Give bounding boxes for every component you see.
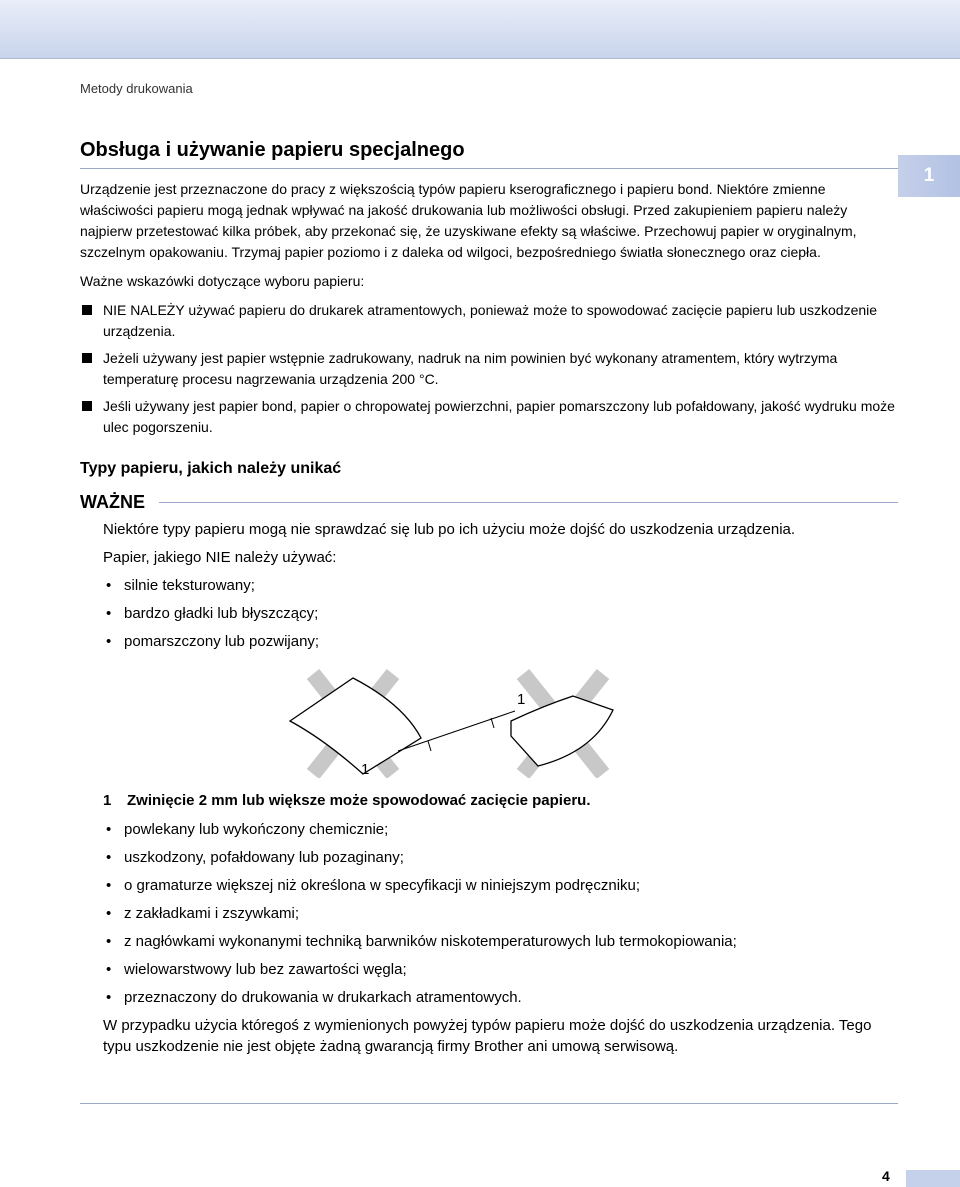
list-item: • bardzo gładki lub błyszczący; <box>106 605 319 622</box>
section-title: Obsługa i używanie papieru specjalnego <box>80 139 465 161</box>
dot-bullet-icon: • <box>106 877 112 894</box>
list-item: • silnie teksturowany; <box>106 577 255 594</box>
title-rule <box>80 168 898 169</box>
list-item: Jeśli używany jest papier bond, papier o chropowatej powierzchni, papier pomarszczony lub pofałdowany, jakość wydruku może ulec pogorszeniu. <box>80 396 898 438</box>
dot-bullet-icon: • <box>106 905 112 922</box>
list-item: • wielowarstwowy lub bez zawartości węgla; <box>106 961 407 978</box>
left-curled-sheet <box>290 678 421 774</box>
list-item: NIE NALEŻY używać papieru do drukarek atramentowych, ponieważ może to spowodować zacięcie papieru lub uszkodzenie urządzenia. <box>80 300 898 342</box>
square-bullet-icon <box>82 353 92 363</box>
important-bottom-rule <box>80 1103 898 1104</box>
tips-title: Ważne wskazówki dotyczące wyboru papieru: <box>80 273 365 289</box>
list-item: Jeżeli używany jest papier wstępnie zadrukowany, nadruk na nim powinien być wykonany atramentem, który wytrzyma temperaturę procesu nagrzewania urządzenia 200 °C. <box>80 348 898 390</box>
list-item: • przeznaczony do drukowania w drukarkach atramentowych. <box>106 989 522 1006</box>
dot-bullet-icon: • <box>106 933 112 950</box>
avoid-title: Papier, jakiego NIE należy używać: <box>103 549 337 566</box>
dot-bullet-icon: • <box>106 605 112 622</box>
dot-bullet-icon: • <box>106 849 112 866</box>
list-item: • pomarszczony lub pozwijany; <box>106 633 320 650</box>
list-item: • powlekany lub wykończony chemicznie; <box>106 821 389 838</box>
closing-paragraph: W przypadku użycia któregoś z wymienionych powyżej typów papieru może dojść do uszkodzenia urządzenia. Tego typu uszkodzenie nie jest objęte żadną gwarancją firmy Brother ani umową serwisową. <box>103 1017 872 1055</box>
avoid-list-a <box>103 575 898 652</box>
square-bullet-icon <box>82 401 92 411</box>
important-rule <box>159 502 898 503</box>
top-banner <box>0 0 960 59</box>
dot-bullet-icon: • <box>106 577 112 594</box>
dot-bullet-icon: • <box>106 821 112 838</box>
page-tab <box>906 1170 960 1187</box>
curled-paper-illustration <box>103 666 898 778</box>
important-header <box>80 492 898 513</box>
square-bullet-icon <box>82 305 92 315</box>
list-item: • z zakładkami i zszywkami; <box>106 905 300 922</box>
intro-paragraph: Urządzenie jest przeznaczone do pracy z większością typów papieru kserograficznego i papieru bond. Niektóre zmienne właściwości papieru mogą jednak wpływać na jakość drukowania lub możliwości obsługi. Przed zakupieniem papieru należy najpierw przetestować kilka próbek, aby przekonać się, że uzyskiwane efekty są właściwe. Przechowuj papier w oryginalnym, szczelnym opakowaniu. Trzymaj papier poziomo i z daleka od wilgoci, bezpośredniego światła słonecznego oraz ciepła. <box>80 181 857 260</box>
list-item: • uszkodzony, pofałdowany lub pozaginany; <box>106 849 404 866</box>
caption-number: 1 <box>103 792 112 809</box>
dot-bullet-icon: • <box>106 989 112 1006</box>
figure-label-left: 1 <box>361 761 370 778</box>
figure-label-right: 1 <box>517 691 526 708</box>
important-label: WAŻNE <box>80 492 145 512</box>
avoid-list-b <box>103 819 898 1008</box>
running-header: Metody drukowania <box>80 81 193 96</box>
page-content <box>80 136 898 1064</box>
caption-text: Zwinięcie 2 mm lub większe może spowodować zacięcie papieru. <box>127 792 591 809</box>
subsection-title: Typy papieru, jakich należy unikać <box>80 460 342 477</box>
tips-list <box>80 300 898 438</box>
figure-caption <box>103 792 898 809</box>
list-item: • o gramaturze większej niż określona w specyfikacji w niniejszym podręczniku; <box>106 877 641 894</box>
curled-paper-figure <box>103 666 898 778</box>
dot-bullet-icon: • <box>106 961 112 978</box>
list-item: • z nagłówkami wykonanymi techniką barwników niskotemperaturowych lub termokopiowania; <box>106 933 737 950</box>
chapter-tab: 1 <box>898 155 960 197</box>
page-number: 4 <box>882 1168 890 1184</box>
important-text: Niektóre typy papieru mogą nie sprawdzać się lub po ich użyciu może dojść do uszkodzenia urządzenia. <box>103 521 796 538</box>
dot-bullet-icon: • <box>106 633 112 650</box>
important-body <box>103 519 898 1057</box>
